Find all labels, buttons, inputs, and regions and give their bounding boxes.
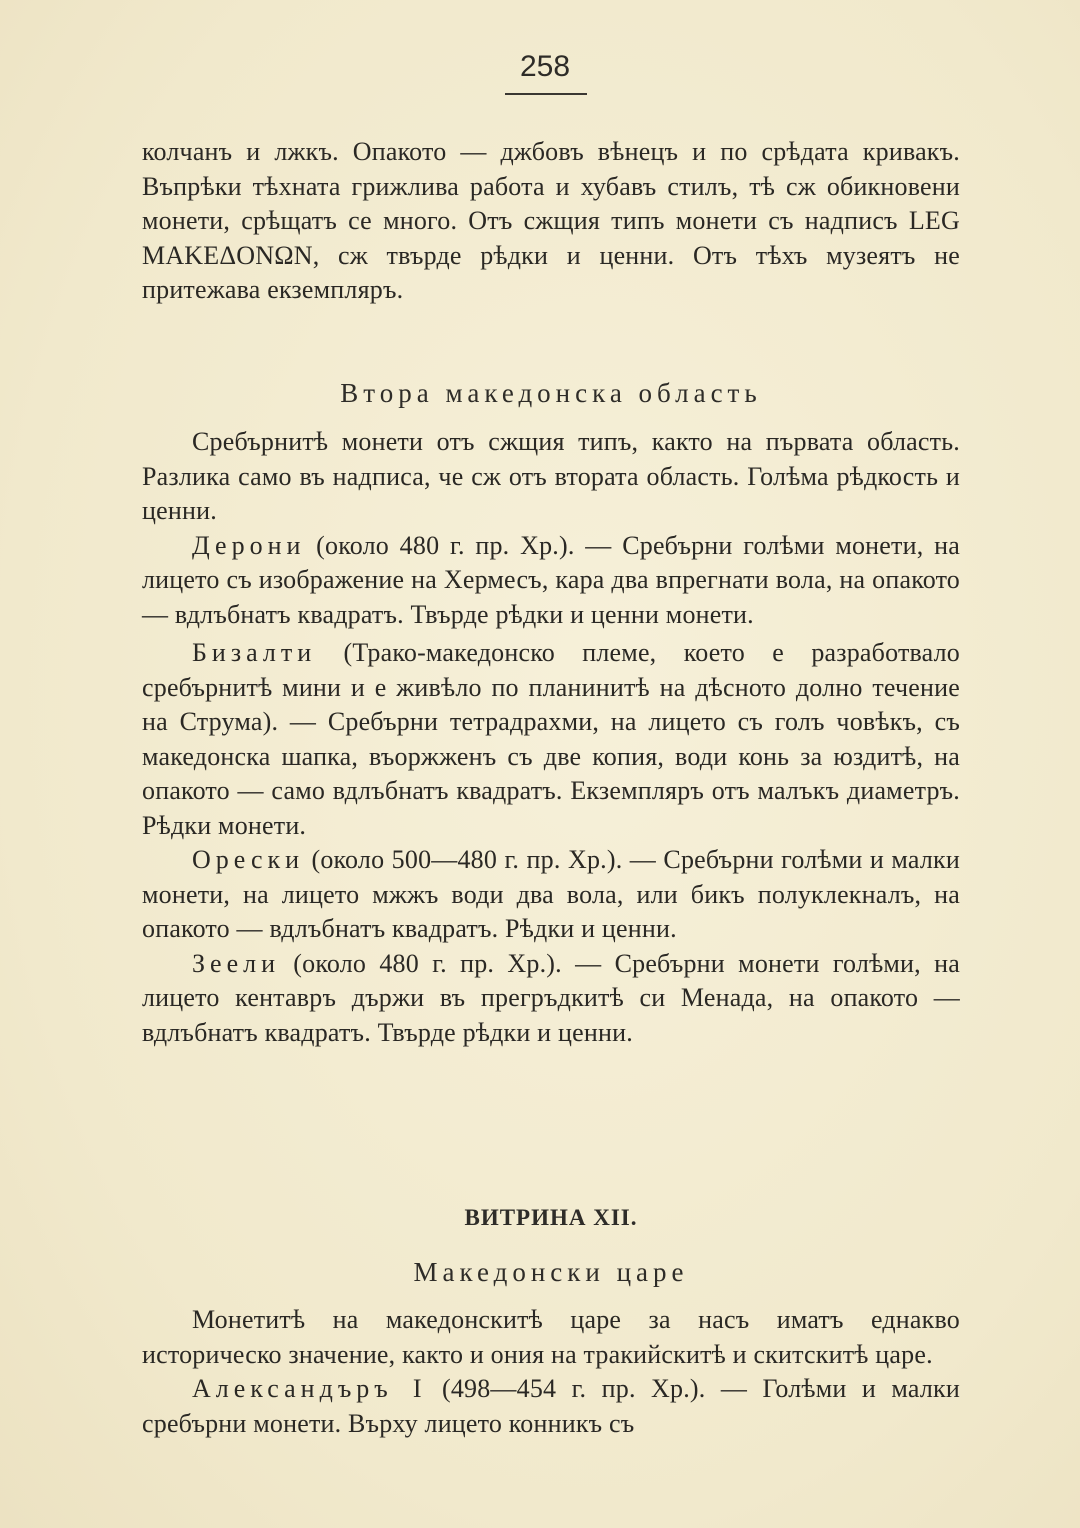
section-heading-second-macedonian-region: Втора македонска область xyxy=(340,378,762,408)
section1-paragraph-oreski xyxy=(142,843,960,947)
king-name-alexander: Александъръ I xyxy=(192,1374,427,1403)
section1-paragraph-bizalti xyxy=(142,636,960,843)
oreski-text: (около 500—480 г. пр. Хр.). — Сребърни голѣми и малки монети, на лицето мжжъ води два вола, или бикъ полуклекналъ, на опакото — вдлъбнатъ квадратъ. Рѣдки и ценни. xyxy=(142,845,960,943)
section2-block xyxy=(142,1303,960,1441)
section2-paragraph-alexander xyxy=(142,1372,960,1441)
vitrina-heading: ВИТРИНА XII. xyxy=(464,1205,638,1230)
deroni-text: (около 480 г. пр. Хр.). — Сребърни голѣми монети, на лицето съ изображение на Хермесъ, кара два впрегнати вола, на опакото — вдлъбнатъ квадратъ. Твърде рѣдки и ценни монети. xyxy=(142,530,960,629)
tribe-name-zeeli: Зеели xyxy=(192,948,280,978)
tribe-name-deroni: Дерони xyxy=(192,530,306,560)
page-number-underline xyxy=(505,93,587,95)
intro-paragraph: колчанъ и лжкъ. Опакото — джбовъ вѣнецъ и по срѣдата кривакъ. Въпрѣки тѣхната грижлива работа и хубавъ стилъ, тѣ сж обикновени монети, срѣщатъ се много. Отъ сжщия типъ монети съ надписъ LEG MAKEΔONΩN, сж твърде рѣдки и ценни. Отъ тѣхъ музеятъ не притежава екземпляръ. xyxy=(142,137,960,304)
section1-paragraph-deroni xyxy=(142,529,960,633)
section1-block xyxy=(142,425,960,1050)
section1-paragraph-zeeli xyxy=(142,947,960,1051)
section1-paragraph-1: Сребърнитѣ монети отъ сжщия типъ, както на първата область. Разлика само въ надписа, че сж отъ втората область. Голѣма рѣдкость и ценни. xyxy=(142,427,960,525)
intro-block xyxy=(142,135,960,308)
page-number: 258 xyxy=(519,50,571,83)
tribe-name-bizalti: Бизалти xyxy=(192,638,317,667)
section2-paragraph-1: Монетитѣ на македонскитѣ царе за насъ иматъ еднакво историческо значение, както и ония на тракийскитѣ и скитскитѣ царе. xyxy=(142,1305,960,1369)
zeeli-text: (около 480 г. пр. Хр.). — Сребърни монети голѣми, на лицето кентавръ държи въ прегръдкитѣ си Менада, на опакото — вдлъбнатъ квадратъ. Твърде рѣдки и ценни. xyxy=(142,948,960,1047)
section-heading-macedonian-kings: Македонски царе xyxy=(413,1257,689,1287)
bizalti-text: (Трако-македонско племе, което е разработвало сребърнитѣ мини и е живѣло по планинитѣ на дѣсното долно течение на Струма). — Сребърни тетрадрахми, на лицето съ голъ човѣкъ, съ македонска шапка, въоржженъ съ две копия, води конь за юздитѣ, на опакото — само вдлъбнатъ квадратъ. Екземпляръ отъ малъкъ диаметръ. Рѣдки монети. xyxy=(142,638,960,840)
alexander-text: (498—454 г. пр. Хр.). — Голѣми и малки сребърни монети. Върху лицето конникъ съ xyxy=(142,1374,960,1438)
tribe-name-oreski: Орески xyxy=(192,845,305,874)
